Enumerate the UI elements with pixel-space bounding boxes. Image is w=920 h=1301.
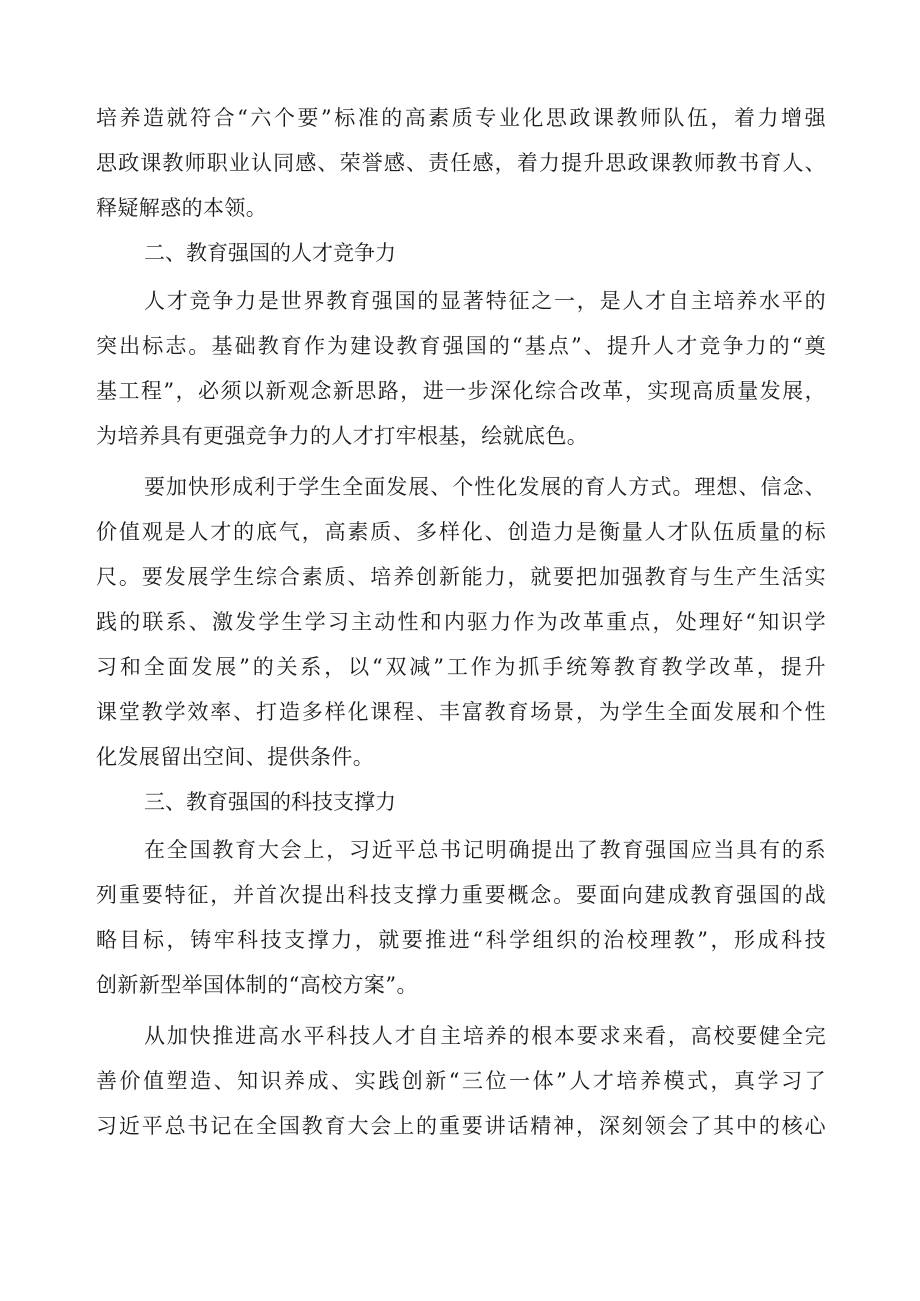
text-line: 习和全面发展”的关系，以“双减”工作为抓手统筹教育教学改革，提升 [96,655,826,679]
text-line: 在全国教育大会上，习近平总书记明确提出了教育强国应当具有的系 [144,838,826,862]
paragraph [96,96,826,231]
text-line: 突出标志。基础教育作为建设教育强国的“基点”、提升人才竞争力的“奠 [96,334,826,358]
text-line: 人才竞争力是世界教育强国的显著特征之一，是人才自主培养水平的 [144,289,826,313]
text-line: 价值观是人才的底气，高素质、多样化、创造力是衡量人才队伍质量的标 [96,520,826,544]
paragraph-continuation [96,510,826,780]
paragraph [96,465,826,510]
document-page [96,96,826,1149]
text-line: 尺。要发展学生综合素质、培养创新能力，就要把加强教育与生产生活实 [96,565,826,589]
text-line: 践的联系、激发学生学习主动性和内驱力作为改革重点，处理好“知识学 [96,610,826,634]
paragraph-continuation [96,873,826,1008]
paragraph-continuation [96,324,826,459]
section-heading-tech-support: 三、教育强国的科技支撑力 [144,790,396,814]
text-line: 释疑解惑的本领。 [96,196,268,220]
text-line: 课堂教学效率、打造多样化课程、丰富教育场景，为学生全面发展和个性 [96,700,826,724]
text-line: 基工程”，必须以新观念新思路，进一步深化综合改革，实现高质量发展， [96,379,826,403]
text-line: 培养造就符合“六个要”标准的高素质专业化思政课教师队伍，着力增强 [96,106,826,130]
paragraph [96,1014,826,1059]
text-line: 要加快形成利于学生全面发展、个性化发展的育人方式。理想、信念、 [144,475,826,499]
paragraph [96,279,826,324]
paragraph [96,828,826,873]
text-line: 化发展留出空间、提供条件。 [96,745,375,769]
text-line: 善价值塑造、知识养成、实践创新“三位一体”人才培养模式，真学习了 [96,1069,826,1093]
paragraph-continuation [96,1059,826,1149]
text-line: 思政课教师职业认同感、荣誉感、责任感，着力提升思政课教师教书育人、 [96,151,826,175]
text-line: 创新新型举国体制的“高校方案”。 [96,973,418,997]
text-line: 略目标，铸牢科技支撑力，就要推进“科学组织的治校理教”，形成科技 [96,928,826,952]
text-line: 习近平总书记在全国教育大会上的重要讲话精神，深刻领会了其中的核心 [96,1114,826,1138]
section-heading-talent-competitiveness: 二、教育强国的人才竞争力 [144,241,396,265]
text-line: 从加快推进高水平科技人才自主培养的根本要求来看，高校要健全完 [144,1024,826,1048]
text-line: 列重要特征，并首次提出科技支撑力重要概念。要面向建成教育强国的战 [96,883,826,907]
text-line: 为培养具有更强竞争力的人才打牢根基，绘就底色。 [96,424,589,448]
